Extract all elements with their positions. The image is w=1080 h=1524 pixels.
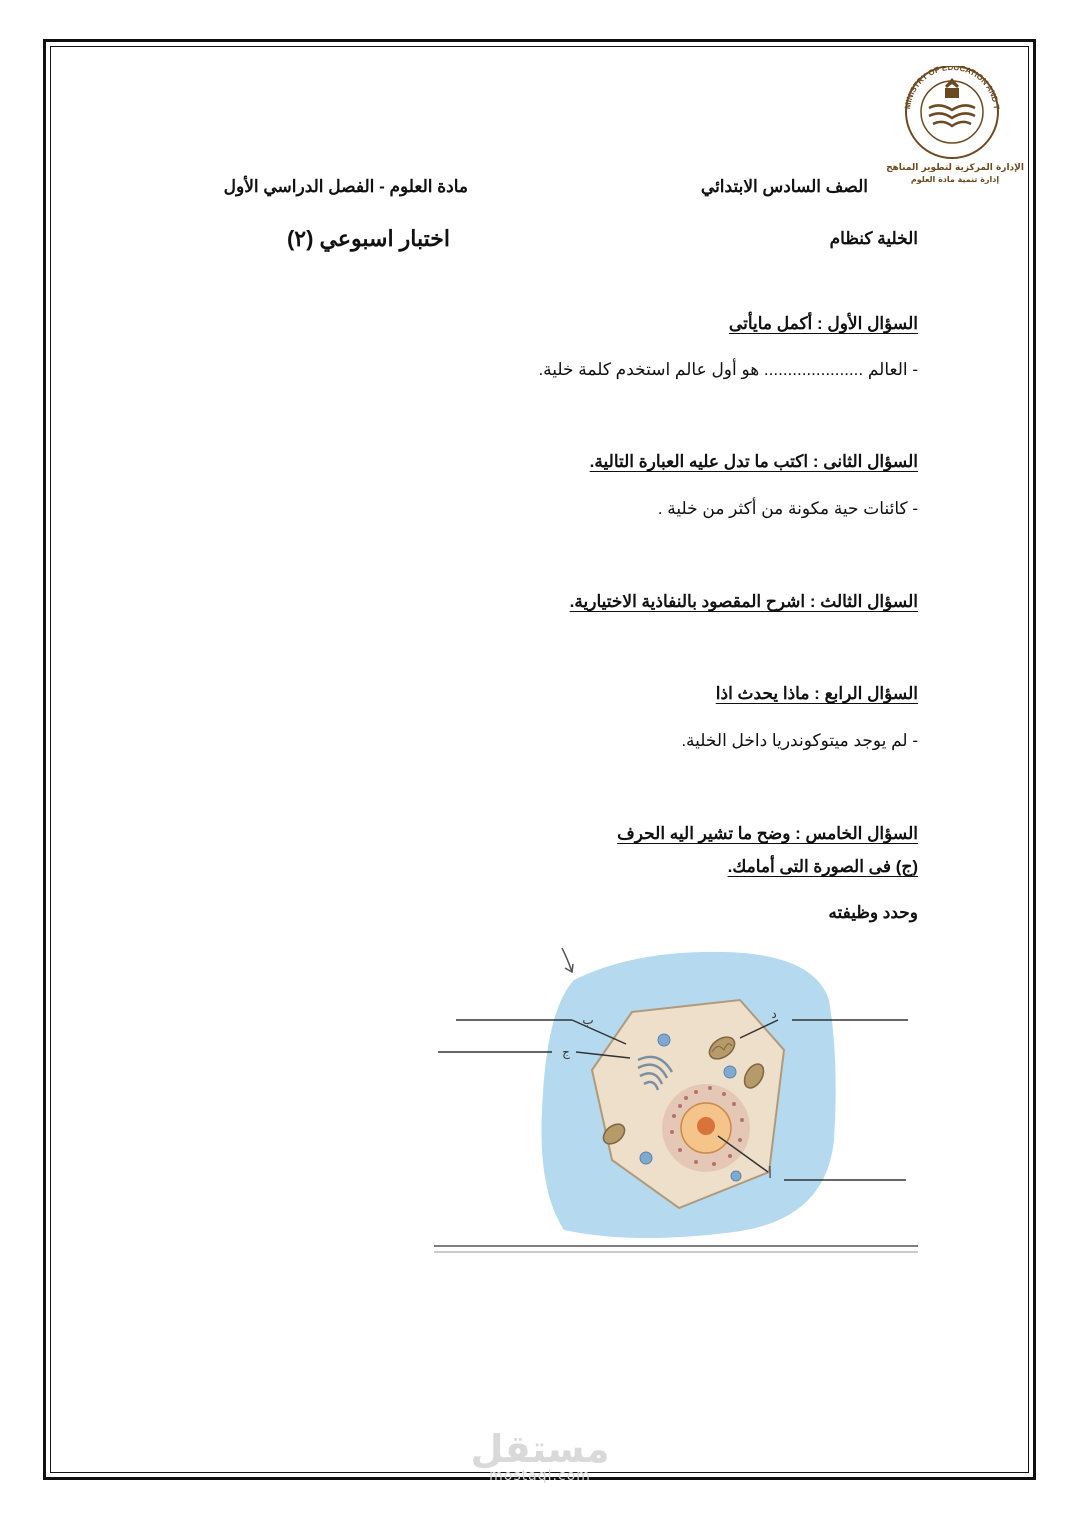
mostaql-watermark (470, 1427, 610, 1484)
ministry-logo (885, 66, 1055, 188)
nucleolus (697, 1117, 715, 1135)
logo-line-2: إدارة تنمية مادة العلوم (910, 175, 1000, 184)
exam-title: اختبار اسبوعي (٢) (286, 226, 450, 251)
label-j: ج (562, 1045, 570, 1059)
lesson-title: الخلية كنظام (829, 229, 918, 248)
question-4-title: السؤال الرابع : ماذا يحدث اذا (715, 684, 918, 703)
watermark-arabic: مستقل (470, 1427, 610, 1471)
label-b: ب (582, 1013, 594, 1027)
question-5-title-line-1: السؤال الخامس : وضح ما تشير اليه الحرف (617, 824, 918, 843)
question-1-title: السؤال الأول : أكمل مايأتى (728, 314, 918, 333)
question-3-title: السؤال الثالث : اشرح المقصود بالنفاذية الاختيارية. (569, 592, 918, 611)
label-d: د (771, 1007, 777, 1021)
grade-label: الصف السادس الابتدائي (700, 177, 868, 196)
question-5-title-line-2: (ج) فى الصورة التى أمامك. (727, 857, 918, 876)
cell-diagram (434, 940, 918, 1260)
logo-line-1: الإدارة المركزية لتطوير المناهج (886, 163, 1024, 173)
question-5-line: وحدد وظيفته (828, 903, 918, 922)
watermark-latin: mostaql.com (489, 1468, 591, 1484)
question-2-line: - كائنات حية مكونة من أكثر من خلية . (657, 499, 918, 518)
question-2-title: السؤال الثانى : اكتب ما تدل عليه العبارة التالية. (589, 452, 918, 471)
svg-text:MINISTRY OF EDUCATION AND TECH (885, 66, 1001, 110)
label-a: أ (768, 1167, 772, 1181)
subject-term-label: مادة العلوم - الفصل الدراسي الأول (223, 177, 468, 196)
question-4-line: - لم يوجد ميتوكوندريا داخل الخلية. (681, 731, 918, 750)
logo-ring-text: MINISTRY OF EDUCATION AND T (903, 66, 1001, 111)
question-1-line: - العالم ..................... هو أول عالم استخدم كلمة خلية. (538, 360, 918, 379)
